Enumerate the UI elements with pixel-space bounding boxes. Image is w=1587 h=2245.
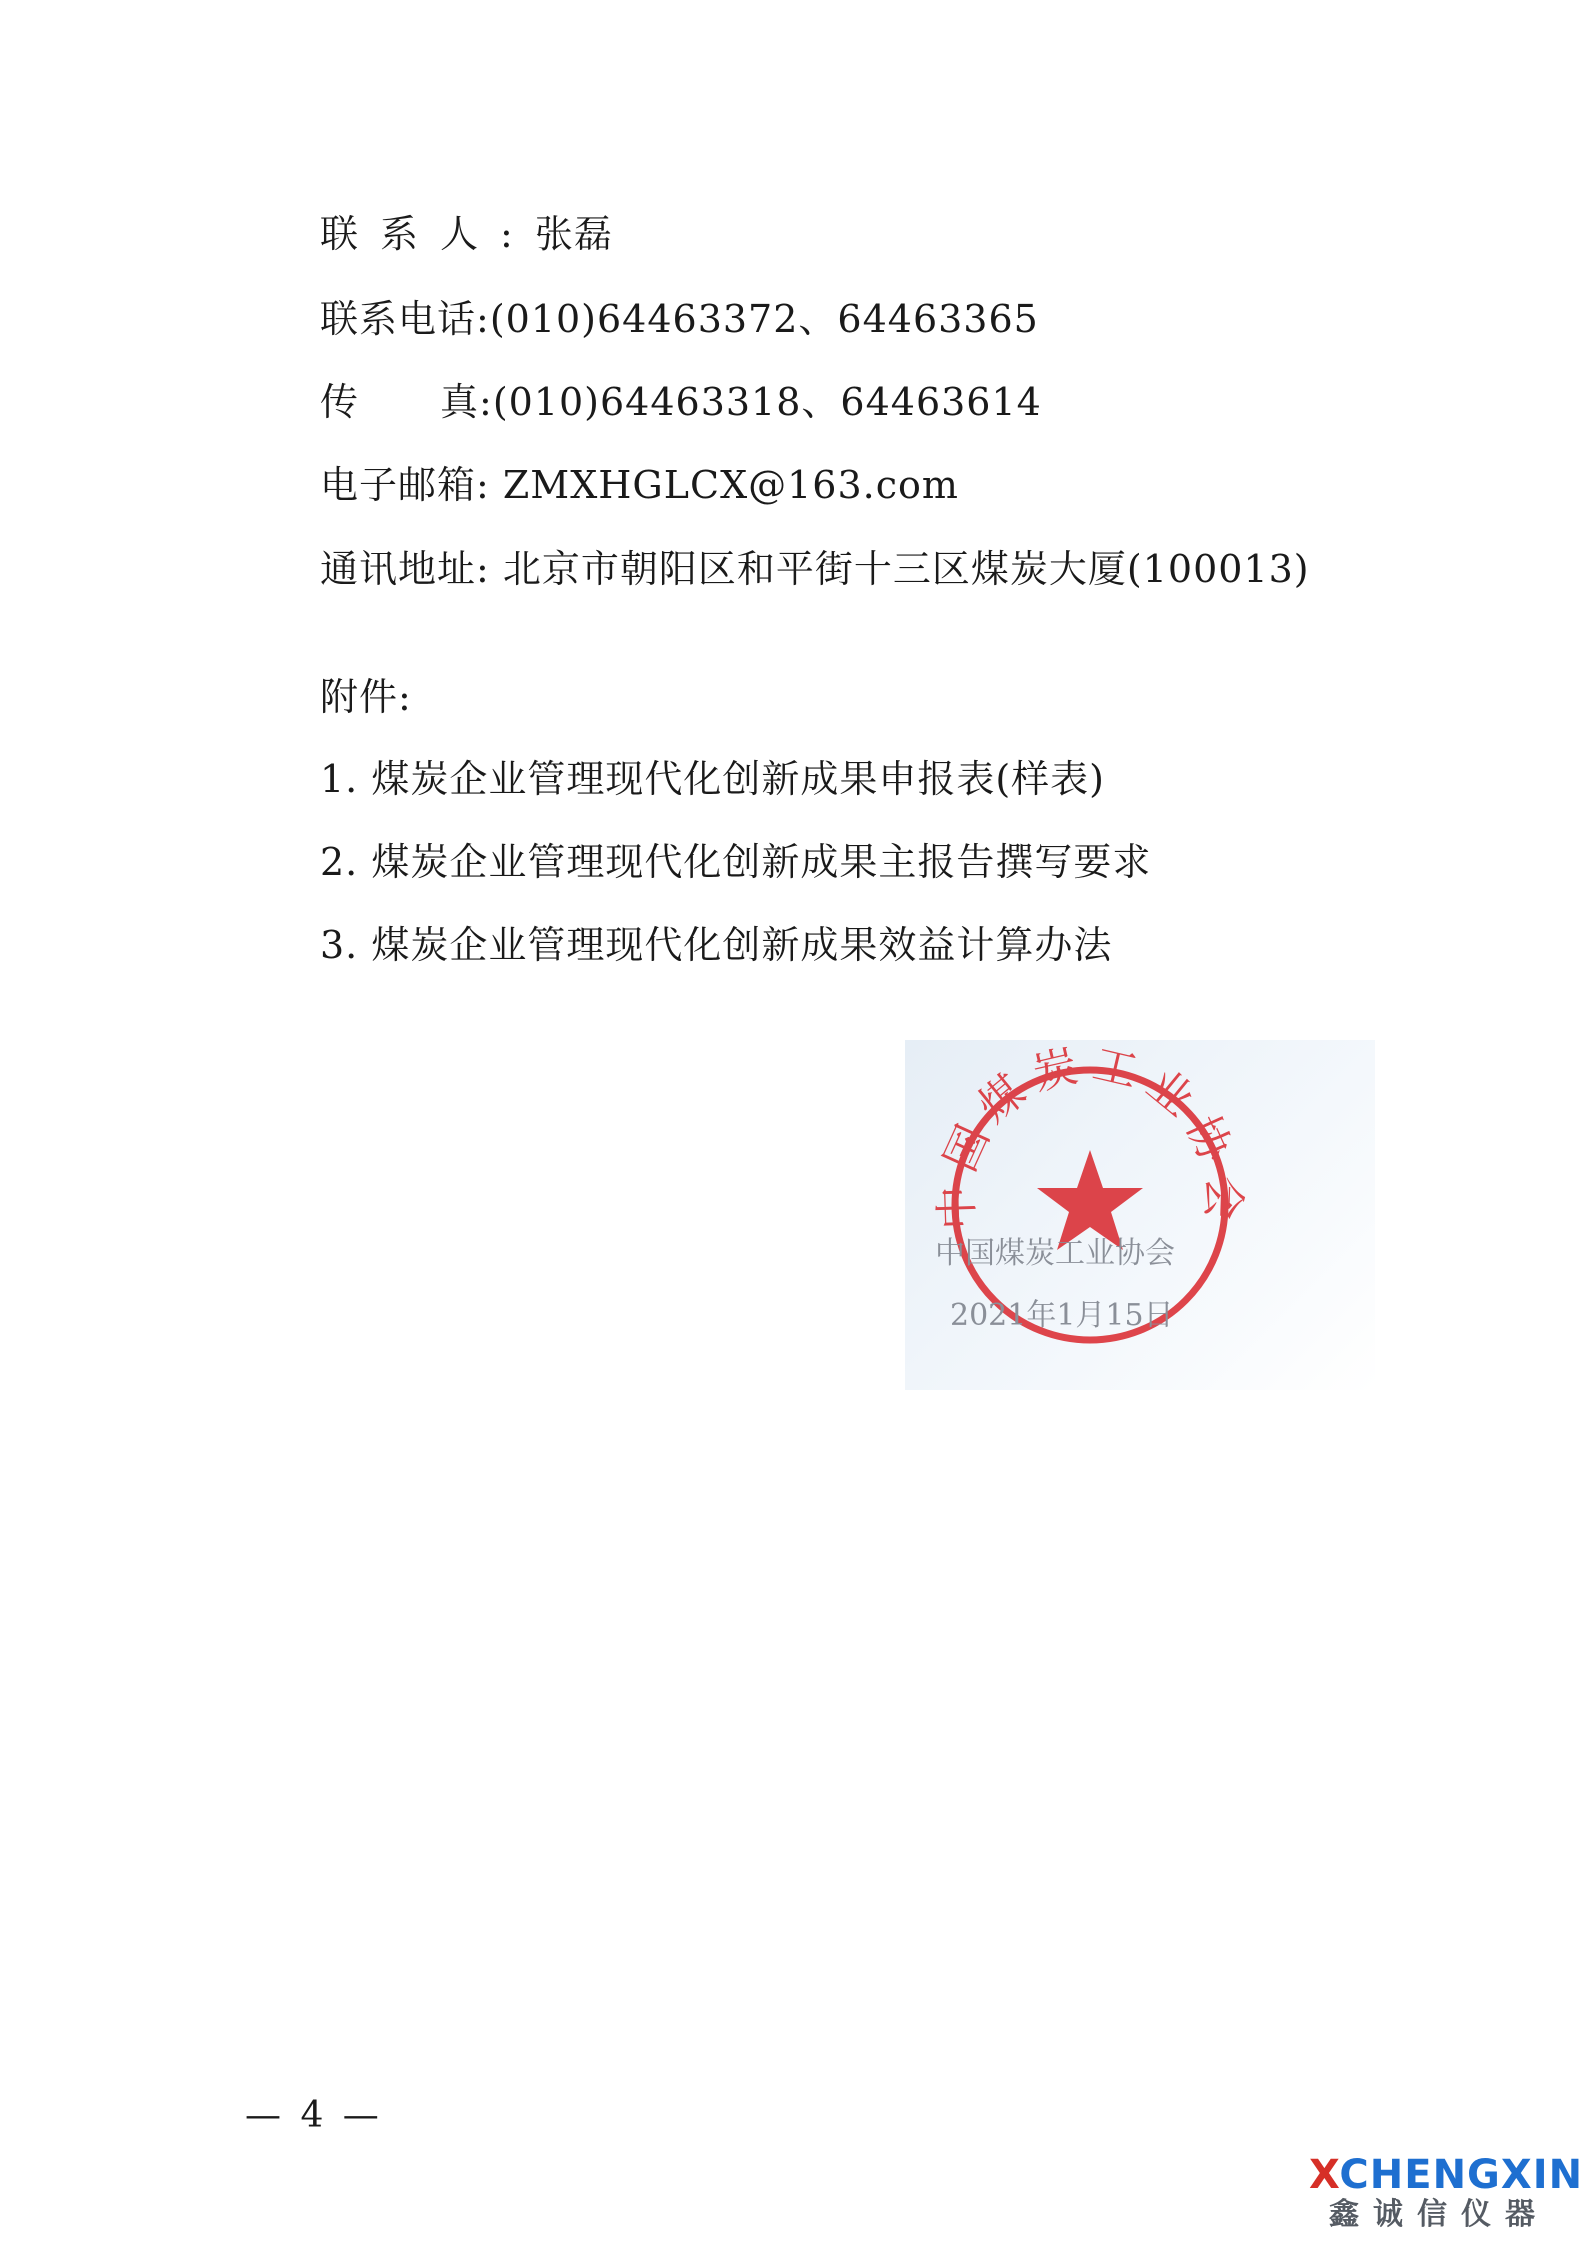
brand-chinese-name: 鑫诚信仪器 — [1329, 2197, 1549, 2232]
contact-fax-line — [320, 378, 1042, 426]
attachment-item-3: 3. 煤炭企业管理现代化创新成果效益计算办法 — [320, 923, 1113, 967]
contact-address-label: 通讯地址: — [320, 547, 490, 591]
signature-block — [905, 1040, 1375, 1390]
brand-logo: XCHENGXIN — [1309, 2152, 1584, 2198]
contact-fax-label-b: 真: — [440, 380, 493, 424]
contact-fax-label-a: 传 — [320, 380, 360, 424]
contact-phone-label: 联系电话: — [320, 297, 490, 341]
contact-email-value: ZMXHGLCX@163.com — [502, 463, 959, 507]
contact-person-value: 张磊 — [534, 212, 613, 256]
contact-phone-line — [320, 295, 1039, 343]
seal-text: 中国煤炭工业协会 — [931, 1040, 1249, 1231]
contact-address-value: 北京市朝阳区和平街十三区煤炭大厦(100013) — [502, 547, 1310, 591]
page-number: — 4 — — [245, 2095, 383, 2136]
contact-address-line — [320, 545, 1310, 593]
contact-email-line — [320, 461, 959, 509]
contact-person-line — [320, 210, 613, 258]
contact-person-label: 联系人: — [320, 212, 535, 256]
contact-email-label: 电子邮箱: — [320, 463, 490, 507]
signature-date: 2021年1月15日 — [950, 1298, 1174, 1333]
attachments-heading: 附件: — [320, 675, 412, 719]
signature-org: 中国煤炭工业协会 — [935, 1236, 1175, 1271]
attachment-item-1: 1. 煤炭企业管理现代化创新成果申报表(样表) — [320, 757, 1105, 801]
attachment-item-2: 2. 煤炭企业管理现代化创新成果主报告撰写要求 — [320, 840, 1152, 884]
contact-phone-value: (010)64463372、64463365 — [489, 297, 1039, 341]
contact-fax-value: (010)64463318、64463614 — [492, 380, 1042, 424]
brand-watermark — [1309, 2152, 1584, 2233]
official-seal — [905, 1040, 1375, 1390]
